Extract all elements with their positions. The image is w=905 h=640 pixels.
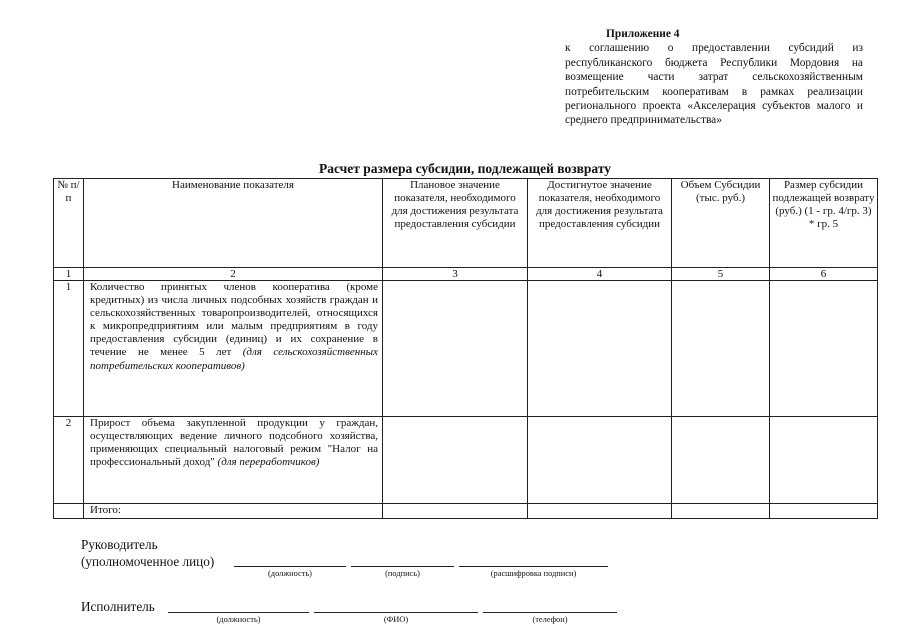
row-refund[interactable] [770, 281, 878, 417]
column-number: 1 [54, 268, 84, 281]
row-name [84, 281, 383, 417]
row-achieved[interactable] [528, 281, 672, 417]
total-refund[interactable] [770, 504, 878, 519]
column-number: 4 [528, 268, 672, 281]
appendix-title: Приложение 4 [606, 28, 680, 40]
column-numbers-row [54, 268, 878, 281]
head-position-caption: (должность) [268, 569, 312, 578]
row-name-note: (для сельскохозяйственных потребительских кооперативов) [90, 346, 379, 372]
row-name-text: Количество принятых членов кооператива (кроме кредитных) из числа личных подсобных хозяйств граждан и сельскохозяйственных товаропроизводителей, относящихся к микропредприятиям или малым предприятиям в году предоставления субсидии (единиц) и их сохранение в течение не менее 5 лет [90, 281, 378, 359]
head-decoding-caption: (расшифровка подписи) [490, 569, 577, 578]
row-volume[interactable] [672, 281, 770, 417]
executor-fio-caption: (ФИО) [383, 615, 409, 624]
subsidy-refund-table [53, 178, 878, 519]
header-name: Наименование показателя [84, 179, 383, 268]
row-volume[interactable] [672, 417, 770, 504]
executor-label: Исполнитель [81, 599, 155, 614]
header-planned: Плановое значение показателя, необходимого для достижения результата предоставления субсидии [383, 179, 528, 268]
header-refund: Размер субсидии подлежащей возврату (руб.) (1 - гр. 4/гр. 3) * гр. 5 [770, 179, 878, 268]
executor-position-caption: (должность) [216, 615, 261, 624]
executor-position-line[interactable] [168, 612, 309, 613]
row-name-note: (для переработчиков) [217, 456, 320, 469]
total-volume[interactable] [672, 504, 770, 519]
total-row [54, 504, 878, 519]
head-label-line1: Руководитель [81, 537, 158, 552]
row-name-text: Прирост объема закупленной продукции у граждан, осуществляющих ведение личного подсобного хозяйства, применяющих специальный налоговый режим "Налог на профессиональный доход" [90, 417, 378, 469]
column-number: 6 [770, 268, 878, 281]
appendix-text: к соглашению о предоставлении субсидий из республиканского бюджета Республики Мордовия на возмещение части затрат сельскохозяйственным потребительским кооперативам в рамках реализации регионального проекта «Акселерация субъектов малого и среднего предпринимательства» [565, 42, 863, 127]
head-signature-caption: (подпись) [385, 569, 420, 578]
executor-fio-line[interactable] [314, 612, 478, 613]
total-achieved[interactable] [528, 504, 672, 519]
row-planned[interactable] [383, 417, 528, 504]
total-label: Итого: [84, 504, 383, 519]
total-planned[interactable] [383, 504, 528, 519]
header-num: № п/п [54, 179, 84, 268]
column-number: 5 [672, 268, 770, 281]
head-label-line2: (уполномоченное лицо) [81, 554, 215, 569]
row-num: 2 [54, 417, 84, 504]
head-position-line[interactable] [234, 566, 346, 567]
header-achieved: Достигнутое значение показателя, необходимого для достижения результата предоставления субсидии [528, 179, 672, 268]
column-number: 2 [84, 268, 383, 281]
document-title: Расчет размера субсидии, подлежащей возврату [318, 161, 612, 176]
executor-phone-caption: (телефон) [532, 615, 568, 624]
row-achieved[interactable] [528, 417, 672, 504]
row-num: 1 [54, 281, 84, 417]
row-refund[interactable] [770, 417, 878, 504]
table-row [54, 281, 878, 417]
column-number: 3 [383, 268, 528, 281]
table-header-row [54, 179, 878, 268]
head-signature-line[interactable] [351, 566, 454, 567]
header-volume: Объем Субсидии (тыс. руб.) [672, 179, 770, 268]
row-name [84, 417, 383, 504]
total-num-cell [54, 504, 84, 519]
executor-phone-line[interactable] [483, 612, 617, 613]
row-planned[interactable] [383, 281, 528, 417]
head-decoding-line[interactable] [459, 566, 608, 567]
table-row [54, 417, 878, 504]
appendix-block [565, 27, 863, 128]
